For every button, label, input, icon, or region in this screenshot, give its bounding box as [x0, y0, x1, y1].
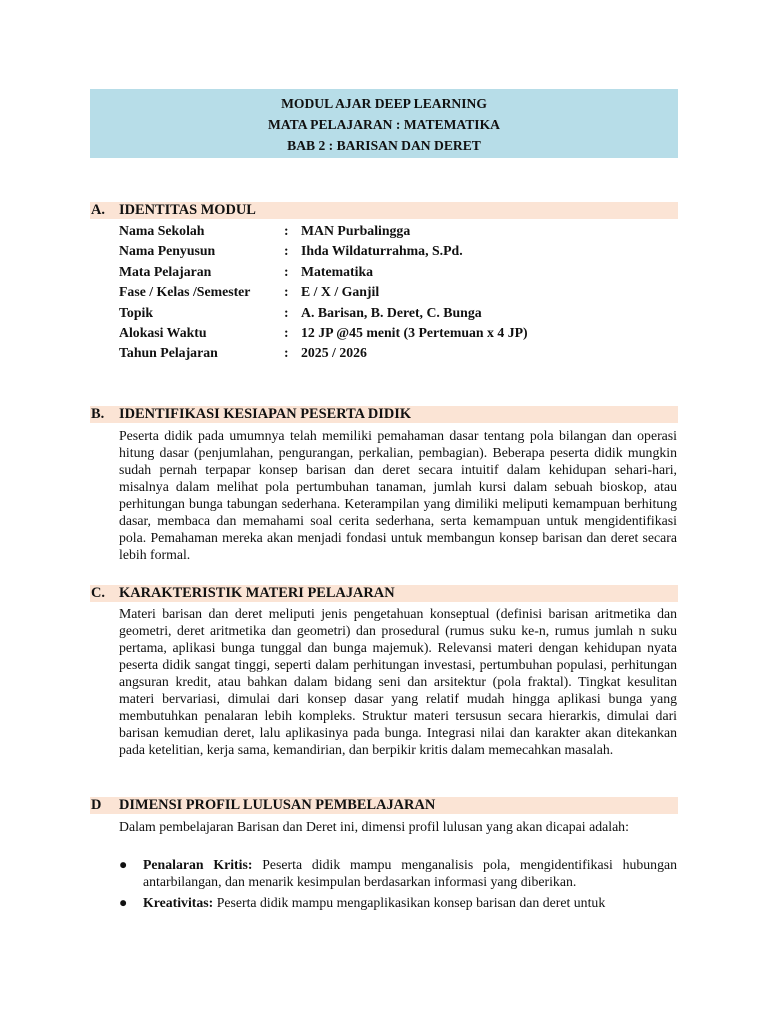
section-a-heading — [90, 202, 678, 219]
bullet-text: Peserta didik mampu mengaplikasikan konsep barisan dan deret untuk — [213, 895, 606, 910]
identity-value: A. Barisan, B. Deret, C. Bunga — [301, 305, 482, 320]
identity-colon: : — [284, 243, 289, 258]
bullet-term: Kreativitas: — [143, 895, 214, 910]
title-line-3: BAB 2 : BARISAN DAN DERET — [287, 138, 481, 153]
title-line-1: MODUL AJAR DEEP LEARNING — [281, 96, 487, 111]
identity-colon: : — [284, 264, 289, 279]
section-b-paragraph: Peserta didik pada umumnya telah memiliki pemahaman dasar tentang pola bilangan dan operasi hitung dasar (penjumlahan, pengurangan, perkalian, pembagian). Beberapa peserta didik mungkin sudah pernah terpapar konsep barisan dan deret secara intuitif dalam kehidupan sehari-hari, misalnya dalam melihat pola pertumbuhan tanaman, jumlah kursi dalam sebuah bioskop, atau perhitungan bunga tabungan sederhana. Keterampilan yang dimiliki meliputi kemampuan berhitung dasar, membaca dan memahami soal cerita sederhana, serta kemampuan untuk mengidentifikasi pola. Pemahaman mereka akan menjadi fondasi untuk membangun konsep barisan dan deret secara lebih formal. — [119, 428, 677, 562]
identity-label: Topik — [119, 305, 154, 320]
identity-colon: : — [284, 284, 289, 299]
identity-label: Mata Pelajaran — [119, 264, 212, 279]
identity-colon: : — [284, 325, 289, 340]
bullet-term: Penalaran Kritis: — [143, 857, 253, 872]
bullet-text: Peserta didik mampu menganalisis pola, mengidentifikasi hubungan antarbilangan, dan menarik kesimpulan berdasarkan informasi yang diberikan. — [143, 857, 677, 889]
section-a-letter: A. — [91, 202, 105, 218]
section-a-title: IDENTITAS MODUL — [119, 202, 256, 218]
identity-label: Alokasi Waktu — [119, 325, 207, 340]
section-c-title: KARAKTERISTIK MATERI PELAJARAN — [119, 585, 395, 601]
section-b-title: IDENTIFIKASI KESIAPAN PESERTA DIDIK — [119, 406, 412, 422]
section-c-heading — [90, 585, 678, 602]
identity-label: Tahun Pelajaran — [119, 345, 218, 360]
section-b-letter: B. — [91, 406, 105, 422]
identity-colon: : — [284, 305, 289, 320]
section-d-letter: D — [91, 797, 102, 813]
section-c-letter: C. — [91, 585, 105, 601]
identity-value: E / X / Ganjil — [301, 284, 380, 299]
bullet-dot-icon: ● — [119, 895, 128, 910]
profile-bullet-list — [119, 856, 677, 915]
identity-colon: : — [284, 345, 289, 360]
title-line-2: MATA PELAJARAN : MATEMATIKA — [268, 117, 500, 132]
section-c-paragraph: Materi barisan dan deret meliputi jenis pengetahuan konseptual (definisi barisan aritmetika dan geometri, deret aritmetika dan geometri) dan prosedural (rumus suku ke-n, rumus jumlah n suku pertama, aplikasi bunga tunggal dan bunga majemuk). Relevansi materi dengan kehidupan nyata peserta didik sangat tinggi, seperti dalam perhitungan investasi, pertumbuhan populasi, perhitungan angsuran kredit, atau bahkan dalam bidang seni dan arsitektur (pola fraktal). Tingkat kesulitan materi bervariasi, dimulai dari konsep dasar yang relatif mudah hingga aplikasi bunga yang membutuhkan penalaran lebih kompleks. Struktur materi tersusun secara hierarkis, dimulai dari barisan kemudian deret, lalu aplikasinya pada bunga. Integrasi nilai dan karakter akan ditekankan pada ketelitian, kerja sama, kemandirian, dan berpikir kritis dalam memecahkan masalah. — [119, 606, 677, 757]
identity-label: Nama Penyusun — [119, 243, 216, 258]
bullet-dot-icon: ● — [119, 857, 128, 872]
section-d-heading — [90, 797, 678, 814]
identity-value: MAN Purbalingga — [301, 223, 411, 238]
section-d-title: DIMENSI PROFIL LULUSAN PEMBELAJARAN — [119, 797, 436, 813]
list-item — [119, 894, 677, 911]
section-b-heading — [90, 406, 678, 423]
identity-label: Fase / Kelas /Semester — [119, 284, 251, 299]
module-title-box — [90, 89, 678, 158]
identity-colon: : — [284, 223, 289, 238]
section-d-intro: Dalam pembelajaran Barisan dan Deret ini, dimensi profil lulusan yang akan dicapai adalah: — [119, 819, 629, 834]
list-item — [119, 856, 677, 890]
identity-value: 12 JP @45 menit (3 Pertemuan x 4 JP) — [301, 325, 528, 340]
identity-value: 2025 / 2026 — [301, 345, 367, 360]
identity-value: Ihda Wildaturrahma, S.Pd. — [301, 243, 463, 258]
identity-label: Nama Sekolah — [119, 223, 205, 238]
identity-value: Matematika — [301, 264, 374, 279]
